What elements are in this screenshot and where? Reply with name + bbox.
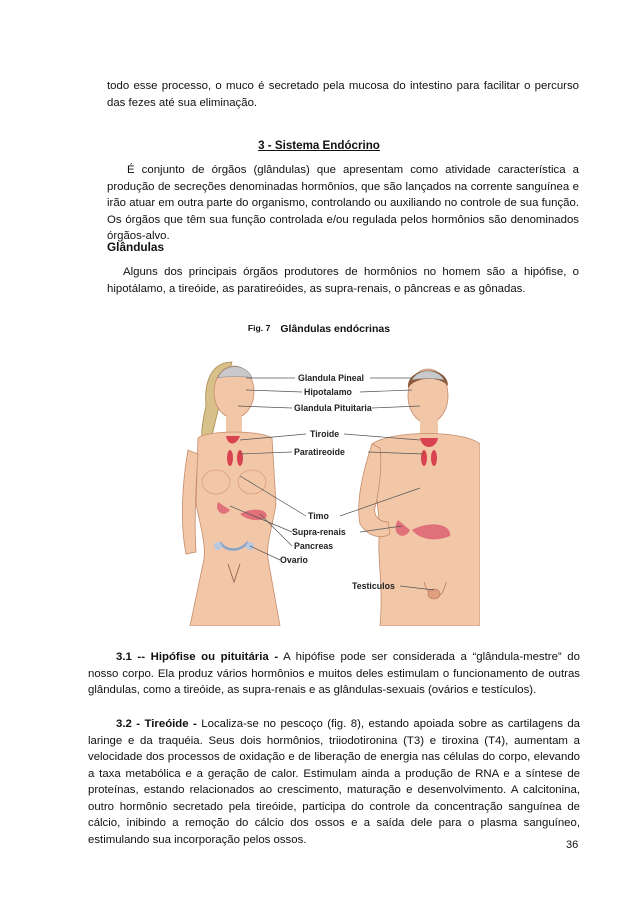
label-pancreas: Pancreas [294, 541, 334, 551]
glandulas-heading: Glândulas [107, 240, 165, 254]
figure-title: Glândulas endócrinas [280, 323, 391, 335]
section-3-1-text: A hipófise pode ser considerada a “glândula-mestre” do nosso corpo. Ela produz vários hormônios e muitos deles estimulam o funcionamento de outras glândulas, como a tireóide, as supra-renais e as glândulas-sexuais (ovários e testículos). [88, 651, 580, 696]
label-pineal: Glandula Pineal [298, 373, 364, 383]
label-timo: Timo [308, 511, 329, 521]
section-3-1-paragraph [88, 649, 580, 699]
page-number: 36 [566, 839, 579, 851]
section-3-2-heading: 3.2 - Tireóide - [116, 718, 197, 730]
section-3-2-text: Localiza-se no pescoço (fig. 8), estando apoiada sobre as cartilagens da laringe e da traquéia. Seus dois hormônios, triiodotironina (T3) e tiroxina (T4), aumentam a velocidade dos processos de oxidação e de liberação de energia nas células do corpo, elevando a taxa metabólica e a geração de calor. Estimulam ainda a produção de RNA e a síntese de proteínas, estando relacionados ao crescimento, maturação e desenvolvimento. A calcitonina, outro hormônio secretado pela tireóide, participa do controle da concentração sanguínea de cálcio, inibindo a remoção do cálcio dos ossos e a saída dele para o plasma sanguíneo, estimulando sua incorporação pelos ossos. [88, 718, 581, 846]
figure-number: Fig. 7 [247, 323, 271, 333]
glandulas-paragraph: Alguns dos principais órgãos produtores de hormônios no homem são a hipófise, o hipotálamo, a tireóide, as paratireóides, as supra-renais, o pâncreas e as gônadas. [107, 266, 579, 295]
label-tiroide: Tiroide [310, 429, 340, 439]
definition-paragraph: É conjunto de órgãos (glândulas) que apresentam como atividade característica a produção de secreções denominadas hormônios, que são lançados na corrente sanguínea e irão atuar em outra parte do organismo, controlando ou auxiliando no controle de sua função. Os órgãos que têm sua função controlada e/ou regulada pelos hormônios são denominados órgãos-alvo. [107, 164, 579, 242]
label-pituitaria: Glandula Pituitaria [294, 403, 372, 413]
label-suprarenais: Supra-renais [292, 527, 346, 537]
section-title: 3 - Sistema Endócrino [258, 139, 380, 152]
intro-paragraph: todo esse processo, o muco é secretado pela mucosa do intestino para facilitar o percurso das fezes até sua eliminação. [107, 80, 579, 109]
label-testiculos: Testiculos [352, 581, 395, 591]
label-ovario: Ovario [280, 555, 308, 565]
female-figure [182, 362, 280, 626]
section-3-2-paragraph [88, 716, 580, 848]
figure-caption [0, 323, 638, 335]
section-3-1-heading: 3.1 -- Hipófise ou pituitária - [116, 651, 279, 663]
label-paratireoide: Paratireoide [294, 447, 345, 457]
endocrine-glands-illustration [180, 354, 480, 626]
label-hipotalamo: Hipotalamo [304, 387, 352, 397]
